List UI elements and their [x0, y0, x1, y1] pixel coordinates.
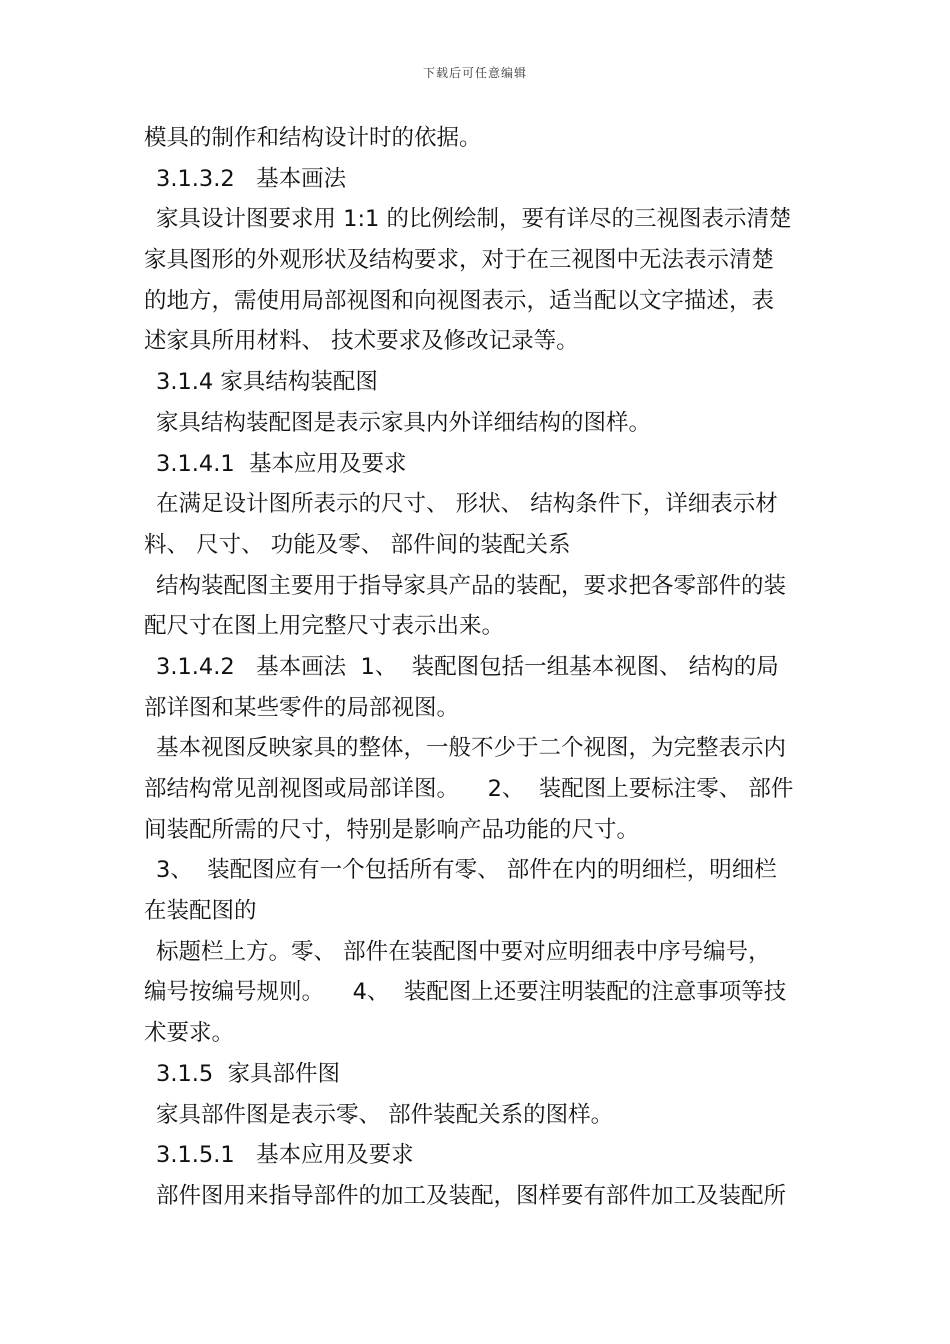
text-line: 基本视图反映家具的整体，一般不少于二个视图，为完整表示内: [156, 735, 787, 762]
text-line: 间装配所需的尺寸，特别是影响产品功能的尺寸。: [144, 816, 640, 843]
text-line: 3.1.4.2 基本画法 1、 装配图包括一组基本视图、 结构的局: [156, 653, 779, 680]
text-line: 的地方，需使用局部视图和向视图表示，适当配以文字描述，表: [144, 287, 775, 314]
text-line: 家具设计图要求用 1:1 的比例绘制，要有详尽的三视图表示清楚: [156, 206, 792, 233]
text-line: 编号按编号规则。 4、 装配图上还要注明装配的注意事项等技: [144, 979, 787, 1006]
text-line: 家具部件图是表示零、 部件装配关系的图样。: [156, 1101, 614, 1128]
page-header: 下载后可任意编辑: [422, 66, 527, 80]
text-line: 术要求。: [144, 1020, 235, 1047]
text-line: 3.1.4.1 基本应用及要求: [156, 450, 407, 477]
text-line: 3.1.4 家具结构装配图: [156, 369, 378, 396]
text-line: 家具图形的外观形状及结构要求，对于在三视图中无法表示清楚: [144, 247, 775, 274]
text-line: 模具的制作和结构设计时的依据。: [144, 125, 482, 151]
document-body: [144, 118, 824, 1217]
text-line: 部详图和某些零件的局部视图。: [144, 694, 460, 721]
text-line: 述家具所用材料、 技术要求及修改记录等。: [144, 328, 579, 355]
text-line: 3.1.5 家具部件图: [156, 1060, 341, 1087]
text-line: 3.1.5.1 基本应用及要求: [156, 1142, 414, 1169]
text-line: 部结构常见剖视图或局部详图。 2、 装配图上要标注零、 部件: [144, 776, 794, 802]
text-line: 料、 尺寸、 功能及零、 部件间的装配关系: [144, 531, 571, 558]
text-line: 配尺寸在图上用完整尺寸表示出来。: [144, 613, 505, 640]
text-line: 家具结构装配图是表示家具内外详细结构的图样。: [156, 409, 652, 436]
text-line: 3、 装配图应有一个包括所有零、 部件在内的明细栏，明细栏: [156, 857, 777, 884]
text-line: 在满足设计图所表示的尺寸、 形状、 结构条件下，详细表示材: [156, 491, 778, 518]
text-line: 结构装配图主要用于指导家具产品的装配，要求把各零部件的装: [156, 572, 787, 599]
text-line: 标题栏上方。零、 部件在装配图中要对应明细表中序号编号，: [156, 938, 771, 965]
text-line: 3.1.3.2 基本画法: [156, 165, 347, 192]
text-line: 部件图用来指导部件的加工及装配，图样要有部件加工及装配所: [156, 1182, 787, 1209]
text-line: 在装配图的: [144, 898, 257, 925]
